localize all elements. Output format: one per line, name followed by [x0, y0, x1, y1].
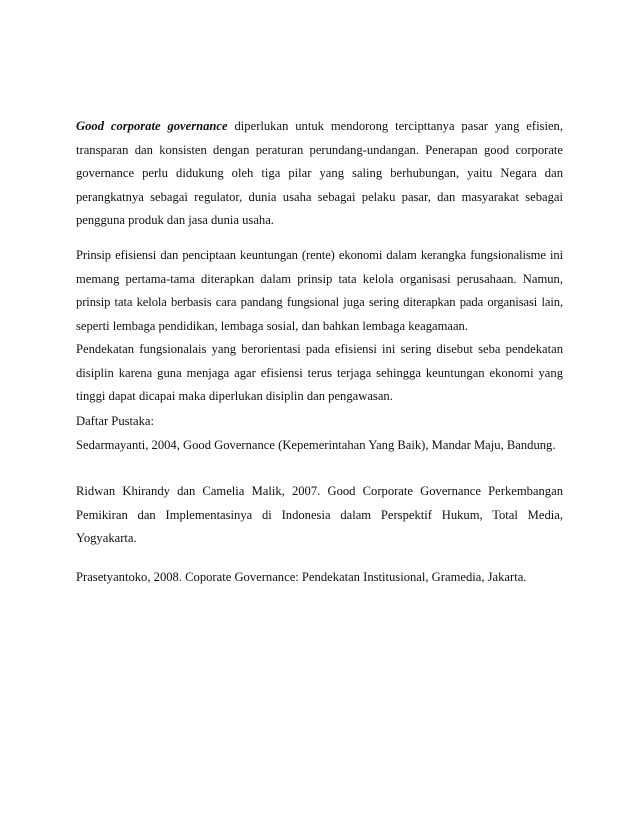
reference-entry-block	[76, 566, 563, 590]
emphasized-term: Good corporate governance	[76, 119, 228, 133]
line-text: diperlukan untuk mendorong tercipttanya pasar yang efisien,	[227, 119, 563, 133]
paragraph-line: Pendekatan fungsionalais yang berorientasi pada efisiensi ini sering disebut seba pendekatan	[76, 342, 563, 356]
references-heading: Daftar Pustaka:	[76, 414, 154, 428]
paragraph-line: transparan dan konsisten dengan peraturan perundang-undangan. Penerapan good corporate	[76, 142, 563, 157]
paragraph-line: tinggi dapat dicapai maka diperlukan disiplin dan pengawasan.	[76, 389, 393, 403]
reference-entry: Sedarmayanti, 2004, Good Governance (Kepemerintahan Yang Baik), Mandar Maju, Bandung.	[76, 437, 556, 452]
reference-entry-block	[76, 480, 563, 551]
reference-entry: Prasetyantoko, 2008. Coporate Governance: Pendekatan Institusional, Gramedia, Jakarta.	[76, 570, 527, 584]
paragraph-line: disiplin karena guna menjaga agar efisiensi terus terjaga sehingga keuntungan ekonomi yang	[76, 365, 563, 380]
references-heading-block	[76, 410, 563, 457]
paragraph-line: seperti lembaga pendidikan, lembaga sosial, dan bahkan lembaga keagamaan.	[76, 318, 469, 333]
reference-line: Ridwan Khirandy dan Camelia Malik, 2007. Good Corporate Governance Perkembangan	[76, 484, 563, 498]
paragraph-line: memang pertama-tama diterapkan dalam prinsip tata kelola organisasi perusahaan. Namun,	[76, 271, 563, 286]
paragraph-line: prinsip tata kelola berbasis cara pandang fungsional juga sering diterapkan pada organisasi lain,	[76, 295, 563, 309]
paragraph-line: Prinsip efisiensi dan penciptaan keuntungan (rente) ekonomi dalam kerangka fungsionalisme ini	[76, 248, 563, 262]
paragraph-line: pengguna produk dan jasa dunia usaha.	[76, 213, 274, 227]
reference-line: Pemikiran dan Implementasinya di Indonesia dalam Perspektif Hukum, Total Media,	[76, 507, 563, 522]
paragraph-line: perangkatnya sebagai regulator, dunia usaha sebagai pelaku pasar, dan masyarakat sebagai	[76, 189, 563, 204]
paragraph-line: governance perlu didukung oleh tiga pilar yang saling berhubungan, yaitu Negara dan	[76, 166, 563, 180]
paragraph-prinsip-efisiensi	[76, 244, 563, 409]
reference-line: Yogyakarta.	[76, 531, 137, 545]
paragraph-line	[76, 115, 563, 139]
paragraph-good-corporate-governance	[76, 115, 563, 233]
